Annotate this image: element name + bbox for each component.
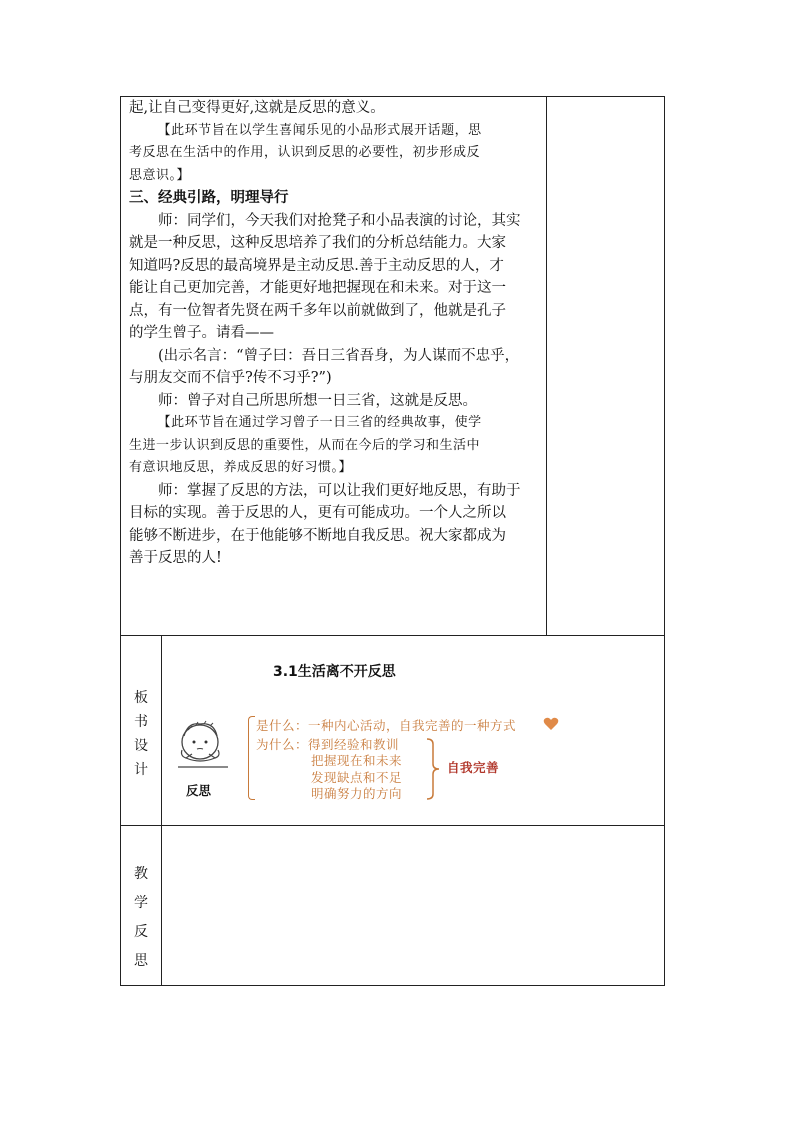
quote-block: (出示名言：“曾子曰：吾日三省吾身，为人谋而不忠乎， 与朋友交而不信乎?传不习乎?”) [129,347,520,386]
teacher-paragraph-2: 师：曾子对自己所思所想一日三省，这就是反思。 [158,392,477,409]
what-is-line: 是什么：一种内心活动，自我完善的一种方式 [256,718,517,733]
teacher-paragraph-3: 师：掌握了反思的方法，可以让我们更好地反思，有助于 目标的实现。善于反思的人，更有可能成功。一个人之所以 能够不断进步，在于他能够不断地自我反思。祝大家都成为 善于反思的人! [129,482,521,566]
row-divider-reflection [120,825,665,826]
outer-bracket [248,716,255,800]
board-title: 3.1生活离不开反思 [273,664,396,680]
teacher-paragraph-1: 师：同学们，今天我们对抢凳子和小品表演的讨论，其实 就是一种反思，这种反思培养了我们的分析总结能力。大家 知道吗?反思的最高境界是主动反思.善于主动反思的人，才 能让自己更加完善，才能更好地把握现在和未来。对于这一 点，有一位智者先贤在两千多年以前就做到了，他就是孔子 的学生曾子。请看—— [129,212,521,341]
heart-icon [543,717,559,731]
why-item: 发现缺点和不足 [311,770,403,785]
teaching-reflection-label: 教 学 反 思 [134,866,148,969]
result-text: 自我完善 [447,760,500,775]
lesson-body [129,97,539,570]
text-line: 起,让自己变得更好,这就是反思的意义。 [129,100,385,116]
design-note-1: 【此环节旨在以学生喜闻乐见的小品形式展开话题，思 考反思在生活中的作用，认识到反思的必要性，初步形成反 思意识。】 [129,122,482,183]
row-divider-board [120,635,665,636]
figure-caption: 反思 [186,783,212,798]
why-item: 把握现在和未来 [311,753,403,768]
right-column-divider [546,96,547,636]
teaching-reflection-content[interactable] [163,827,663,984]
design-note-2: 【此环节旨在通过学习曾子一日三省的经典故事，使学 生进一步认识到反思的重要性，从而在今后的学习和生活中 有意识地反思，养成反思的好习惯。】 [129,415,482,475]
board-design-label: 板 书 设 计 [134,690,148,778]
why-line: 为什么：得到经验和教训 [256,737,400,752]
why-item: 明确努力的方向 [311,786,403,801]
section-heading: 三、经典引路，明理导行 [129,190,289,206]
right-bracket [425,738,447,800]
thinking-child-illustration [170,712,236,778]
label-column-divider [161,635,162,986]
